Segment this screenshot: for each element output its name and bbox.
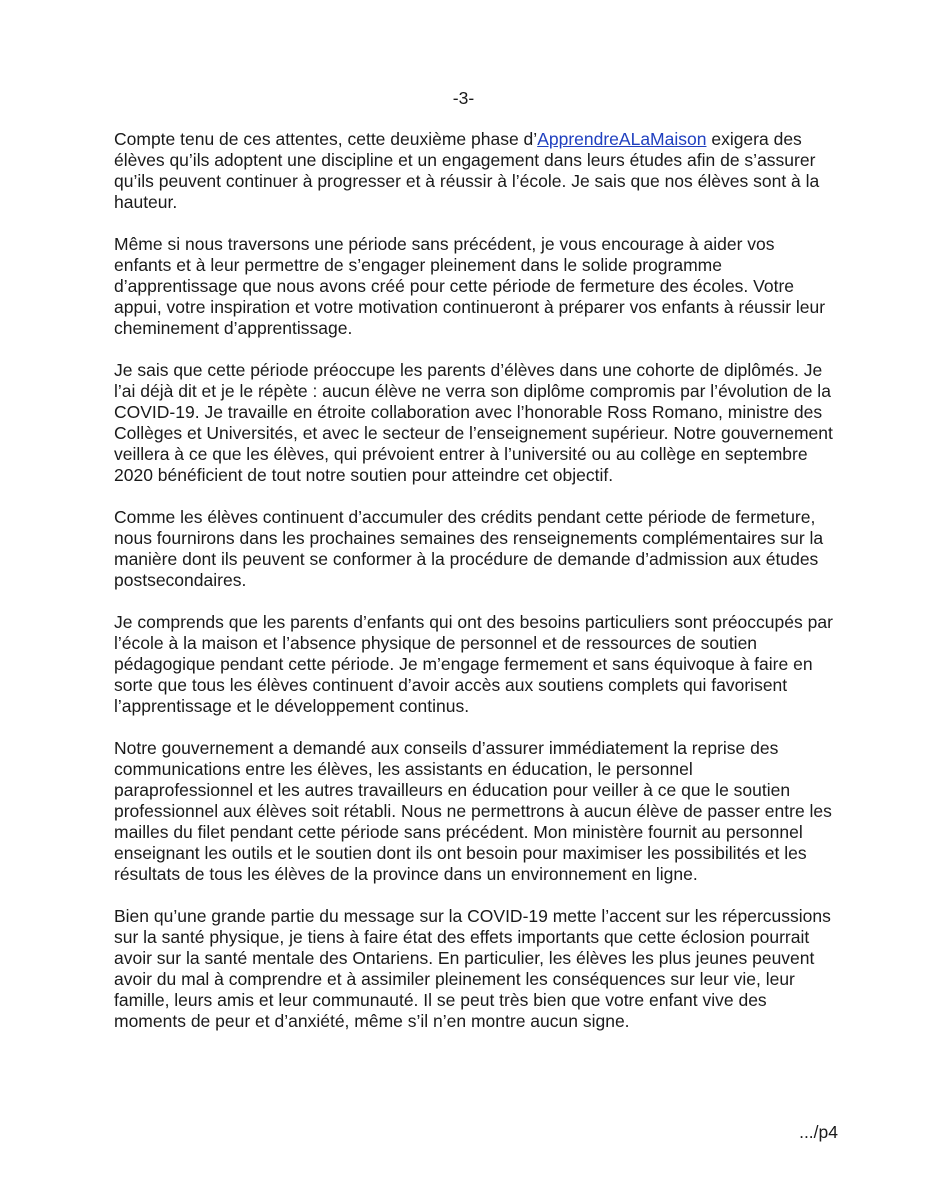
paragraph-encouragement: Même si nous traversons une période sans précédent, je vous encourage à aider vos enfants et à leur permettre de s’engager pleinement dans le solide programme d’apprentissage que nous avons créé pour cette période de fermeture des écoles. Votre appui, votre inspiration et votre motivation continueront à préparer vos enfants à réussir leur cheminement d’apprentissage. [114,234,826,338]
paragraph-graduates: Je sais que cette période préoccupe les parents d’élèves dans une cohorte de diplômés. Je l’ai déjà dit et je le répète : aucun élève ne verra son diplôme compromis par l’évolution de la COVID-19. Je travaille en étroite collaboration avec l’honorable Ross Romano, ministre des Collèges et Universités, et avec le secteur de l’enseignement supérieur. Notre gouvernement veillera à ce que les élèves, qui prévoient entrer à l’université ou au collège en septembre 2020 bénéficient de tout notre soutien pour atteindre cet objectif. [114,360,833,485]
apprendre-a-la-maison-link[interactable]: ApprendreALaMaison [537,129,707,149]
continuation-marker: .../p4 [799,1122,838,1142]
letter-body [114,129,834,1053]
paragraph-text-after-link: exigera des élèves qu’ils adoptent une discipline et un engagement dans leurs études afin de s’assurer qu’ils peuvent continuer à progresser et à réussir à l’école. Je sais que nos élèves sont à la hauteur. [114,129,820,212]
paragraph-government-boards: Notre gouvernement a demandé aux conseils d’assurer immédiatement la reprise des communications entre les élèves, les assistants en éducation, le personnel paraprofessionnel et les autres travailleurs en éducation pour veiller à ce que le soutien professionnel aux élèves soit rétabli. Nous ne permettrons à aucun élève de passer entre les mailles du filet pendant cette période sans précédent. Mon ministère fournit au personnel enseignant les outils et le soutien dont ils ont besoin pour maximiser les possibilités et les résultats de tous les élèves de la province dans un environnement en ligne. [114,738,832,884]
paragraph-learn-at-home [114,129,834,213]
page-number: -3- [452,88,475,108]
paragraph-special-needs: Je comprends que les parents d’enfants qui ont des besoins particuliers sont préoccupés par l’école à la maison et l’absence physique de personnel et de ressources de soutien pédagogique pendant cette période. Je m’engage fermement et sans équivoque à faire en sorte que tous les élèves continuent d’avoir accès aux soutiens complets qui favorisent l’apprentissage et le développement continus. [114,612,833,716]
paragraph-mental-health: Bien qu’une grande partie du message sur la COVID-19 mette l’accent sur les répercussions sur la santé physique, je tiens à faire état des effets importants que cette éclosion pourrait avoir sur la santé mentale des Ontariens. En particulier, les élèves les plus jeunes peuvent avoir du mal à comprendre et à assimiler pleinement les conséquences sur leur vie, leur famille, leurs amis et leur communauté. Il se peut très bien que votre enfant vive des moments de peur et d’anxiété, même s’il n’en montre aucun signe. [114,906,831,1031]
paragraph-credits: Comme les élèves continuent d’accumuler des crédits pendant cette période de fermeture, nous fournirons dans les prochaines semaines des renseignements complémentaires sur la manière dont ils peuvent se conformer à la procédure de demande d’admission aux études postsecondaires. [114,507,824,590]
paragraph-text-before-link: Compte tenu de ces attentes, cette deuxième phase d’ [114,129,538,149]
